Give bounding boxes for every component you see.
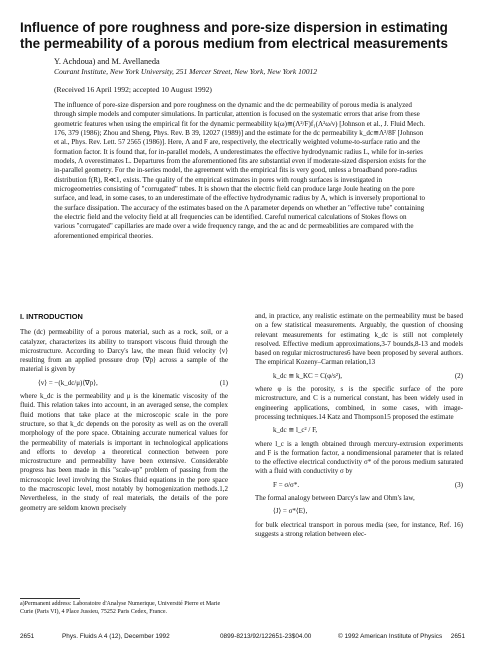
- right-paragraph-5: for bulk electrical transport in porous media (see, for instance, Ref. 16) suggests a strong relation between elec-: [255, 520, 463, 538]
- right-paragraph-2: where φ is the porosity, s is the specific surface of the pore microstructure, and C is a numerical constant, has been widely used in engineering applications, combined, in some cases, with image-processing techniques.14 Katz and Thompson15 proposed the estimate: [255, 385, 463, 421]
- author-list: Y. Achdoua) and M. Avellaneda: [54, 57, 160, 66]
- intro-paragraph-1: The (dc) permeability of a porous material, such as a rock, soil, or a catalyzer, characterizes its ability to transport viscous fluid through the microstructure. According to Darcy's law, the mean fluid velocity ⟨v⟩ resulting from an applied pressure drop ⟨∇p⟩ across a sample of the material is given by: [20, 328, 228, 374]
- intro-paragraph-2: where k_dc is the permeability and μ is the kinematic viscosity of the fluid. This relation takes into account, in an averaged sense, the complex fluid motions that take place at the microscopic scale in the pore structure, so that k_dc depends on the porosity as well as on the overall morphology of the pore space. Obtaining accurate numerical values for the permeability of materials is important in technological applications and efforts to develop a theoretical connection between pore microstructure and permeability have been extensive. Considerable progress has been made in this "scale-up" problem of passing from the microscopic level involving the Stokes fluid equations in the pore space to the macroscopic level, most notably by homogenization methods.1,2 Nevertheless, in the study of real materials, the details of the pore geometry are seldom known precisely: [20, 392, 228, 512]
- footer-page-number-right: 2651: [450, 633, 465, 640]
- right-paragraph-1: and, in practice, any realistic estimate on the permeability must be based on a few statistical measurements. Arguably, the question of choosing relevant measurements for estimating k_dc is still not completely resolved. Effective medium approximations,3-7 bounds,8-13 and models based on regular microstructures6 have been proposed by several authors. The empirical Kozeny–Carman relation,13: [255, 312, 463, 367]
- equation-2-expression: k_dc ≅ k_KC = C(φ/s²),: [273, 371, 343, 380]
- article-title: Influence of pore roughness and pore-size dispersion in estimating the permeability of a porous medium from electrical measurements: [20, 20, 448, 51]
- equation-3: [255, 481, 463, 490]
- equation-1-expression: ⟨v⟩ = −(k_dc/μ)⟨∇p⟩,: [38, 378, 98, 387]
- equation-1-number: (1): [219, 378, 228, 387]
- footer-journal: Phys. Fluids A 4 (12), December 1992: [62, 633, 170, 640]
- equation-2-number: (2): [454, 371, 463, 380]
- section-heading: I. INTRODUCTION: [20, 312, 83, 321]
- equation-katz-thompson: [255, 426, 463, 435]
- right-paragraph-3: where l_c is a length obtained through mercury-extrusion experiments and F is the formation factor, a nondimensional parameter that is related to the effective electrical conductivity σ* of the porous medium saturated with a fluid with conductivity σ by: [255, 439, 463, 476]
- footer-copyright: © 1992 American Institute of Physics: [338, 633, 443, 640]
- footer-code: 0899-8213/92/122651-23$04.00: [220, 633, 312, 640]
- equation-2: [255, 372, 463, 381]
- equation-katz-thompson-expression: k_dc ≅ l_c² / F,: [273, 426, 318, 435]
- equation-ohm-expression: ⟨J⟩ = σ*⟨E⟩,: [273, 507, 308, 516]
- footer-page-number-left: 2651: [20, 633, 35, 640]
- abstract: The influence of pore-size dispersion and pore roughness on the dynamic and the dc permeability of porous media is analyzed through simple models and computer simulations. In particular, attention is focused on the systematic errors that arise from these geometric features when using the empirical fit for the dynamic permeability k(ω)≅(Λ²/F)f₁(Λ²ω/ν) [Johnson et al., J. Fluid Mech. 176, 379 (1986); Zhou and Sheng, Phys. Rev. B 39, 12027 (1989)] and the estimate for the dc permeability k_dc≅Λ²/8F [Johnson et al., Phys. Rev. Lett. 57 2565 (1986)]. Here, Λ and F are, respectively, the electrically weighted volume-to-surface ratio and the formation factor. It is found that, for in-parallel models, Λ underestimates the effective hydrodynamic radius L, while for in-series models, Λ overestimates L. Departures from the aforementioned fits are substantial even if moderate-sized dispersion exists for the in-parallel geometry. For the in-series model, the agreement with the empirical fits is very good, unless a broadband pore-radius distribution f(R), R≪1, exists. The quality of the empirical estimates in pores with rough surfaces is investigated in microgeometries consisting of "corrugated" tubes. It is shown that the electric field can produce large Joule heating on the pore surface, and lead, in some cases, to an underestimate of the effective hydrodynamic radius by Λ, which is inversely proportional to the surface dissipation. The accuracy of the estimates based on the Λ parameter depends on whether an "effective tube" containing the electric field and the velocity field at all frequencies can be identified. Careful numerical calculations of Stokes flows on various "corrugated" capillaries are made over a wide frequency range, and the ac and dc permeabilities are compared with the aforementioned empirical theories.: [54, 101, 426, 240]
- right-column: [255, 312, 463, 539]
- affiliation: Courant Institute, New York University, 251 Mercer Street, New York, New York 10012: [54, 67, 318, 76]
- equation-ohm: [255, 507, 463, 516]
- received-dates: (Received 16 April 1992; accepted 10 August 1992): [54, 85, 212, 94]
- equation-3-number: (3): [454, 480, 463, 489]
- equation-1: [20, 379, 228, 388]
- right-paragraph-4: The formal analogy between Darcy's law and Ohm's law,: [255, 494, 415, 503]
- left-column: [20, 312, 228, 513]
- equation-3-expression: F = σ/σ*.: [273, 480, 300, 489]
- footnote: a)Permanent address: Laboratoire d'Analyse Numerique, Université Pierre et Marie Curie (Paris VI), 4 Place Jussieu, 75252 Paris Cedex, France.: [20, 601, 221, 615]
- footnote-divider: [20, 598, 80, 599]
